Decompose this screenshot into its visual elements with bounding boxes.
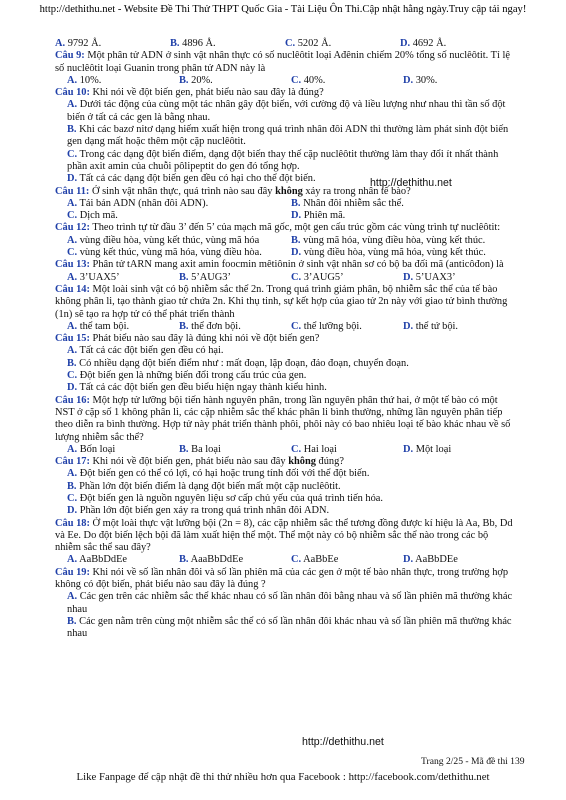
q12-option-d: D. vùng điều hòa, vùng mã hóa, vùng kết thúc.: [291, 247, 486, 259]
q9-option-c: C. 40%.: [291, 74, 326, 86]
q12-option-a: A. vùng điều hòa, vùng kết thúc, vùng mã hóa: [67, 234, 260, 246]
q10-option-d: D. Tất cả các dạng đột biến gen đều có hại cho thể đột biến.: [67, 173, 316, 185]
document-content: [55, 38, 515, 641]
q15-option-d: D. Tất cả các đột biến gen đều biểu hiện ngay thành kiểu hình.: [67, 382, 327, 394]
q8-option-b: B. 4896 Å.: [170, 38, 216, 49]
q11-options-row1: [55, 198, 515, 210]
q10-option-b: B. Khi các bazơ nitơ dạng hiếm xuất hiện trong quá trình nhân đôi ADN thì thường làm phát sinh đột biến gen dạng mất hoặc thêm một cặp nuclêôtit.: [67, 124, 509, 148]
q8-option-d: D. 4692 Å.: [400, 38, 447, 49]
q18-option-c: C. AaBbEe: [291, 554, 339, 566]
q16-option-c: C. Hai loại: [291, 443, 337, 455]
q16-option-a: A. Bốn loại: [67, 443, 116, 455]
question-14: Câu 14: Một loài sinh vật có bộ nhiễm sắc thể 2n. Trong quá trình giảm phân, bộ nhiễm sắc thể của tế bào không phân li, tạo thành giao tử chứa 2n. Khi thụ tinh, sự kết hợp của giao tử 2n này với giao tử bình thường (1n) sẽ tạo ra hợp tử có thể phát triển thành: [55, 283, 508, 320]
q14-option-b: B. thể đơn bội.: [179, 320, 241, 332]
q16-option-b: B. Ba loại: [179, 443, 221, 455]
question-11: Câu 11: Ở sinh vật nhân thực, quá trình nào sau đây không xảy ra trong nhân tế bào?: [55, 185, 411, 197]
q17-option-c: C. Đột biến gen là nguồn nguyên liệu sơ cấp chủ yếu của quá trình tiến hóa.: [67, 492, 383, 504]
q13-options: [55, 272, 515, 284]
q13-option-a: A. 3’UAX5’: [67, 271, 120, 283]
question-15: Câu 15: Phát biểu nào sau đây là đúng khi nói về đột biến gen?: [55, 333, 320, 345]
question-18: Câu 18: Ở một loài thực vật lưỡng bội (2n = 8), các cặp nhiễm sắc thể tương đồng được kí hiệu là Aa, Bb, Dd và Ee. Do đột biến lệch bội đã làm xuất hiện thể một. Thể một này có bộ nhiễm sắc thể nào trong các bộ nhiễm sắc thể sau đây?: [55, 517, 513, 554]
q18-option-b: B. AaaBbDdEe: [179, 554, 244, 566]
q8-option-a: A. 9792 Å.: [55, 38, 102, 49]
q18-options: [55, 554, 515, 566]
page-number: Trang 2/25 - Mã đề thi 139: [421, 756, 525, 767]
question-17: Câu 17: Khi nói về đột biến gen, phát biểu nào sau đây không đúng?: [55, 456, 344, 468]
q14-options: [55, 321, 515, 333]
q8-options: [55, 38, 515, 50]
q12-option-c: C. vùng kết thúc, vùng mã hóa, vùng điều hòa.: [67, 247, 262, 259]
watermark-link-bottom[interactable]: http://dethithu.net: [302, 736, 384, 748]
q11-option-b: B. Nhân đôi nhiễm sắc thể.: [291, 197, 404, 209]
question-19: Câu 19: Khi nói về số lần nhân đôi và số lần phiên mã của các gen ở một tế bào nhân thực, trong trường hợp không có đột biến, phát biểu nào sau đây là đúng ?: [55, 566, 509, 591]
q9-option-a: A. 10%.: [67, 74, 102, 86]
q17-option-d: D. Phần lớn đột biến gen xảy ra trong quá trình nhân đôi ADN.: [67, 505, 330, 517]
q16-options: [55, 444, 515, 456]
q17-option-b: B. Phần lớn đột biến điểm là dạng đột biến mất một cặp nuclêôtit.: [67, 480, 341, 492]
q8-option-c: C. 5202 Å.: [285, 38, 332, 49]
q19-option-a: A. Các gen trên các nhiễm sắc thể khác nhau có số lần nhân đôi bằng nhau và số lần phiên mã thường khác nhau: [67, 591, 513, 615]
q11-option-c: C. Dịch mã.: [67, 210, 118, 222]
page-header: http://dethithu.net - Website Đề Thi Thử THPT Quốc Gia - Tài Liệu Ôn Thi.Cập nhật hằng ngày.Truy cập tải ngay!: [39, 4, 527, 15]
question-13: Câu 13: Phân tử tARN mang axit amin foocmin mêtiônin ở sinh vật nhân sơ có bộ ba đối mã (anticôđon) là: [55, 259, 504, 271]
q12-options-row2: [55, 247, 515, 259]
q15-option-b: B. Có nhiều dạng đột biến điểm như : mất đoạn, lặp đoạn, đảo đoạn, chuyển đoạn.: [67, 357, 409, 369]
q13-option-b: B. 5’AUG3’: [179, 271, 231, 283]
q11-option-a: A. Tái bản ADN (nhân đôi ADN).: [67, 197, 209, 209]
question-10: Câu 10: Khi nói về đột biến gen, phát biểu nào sau đây là đúng?: [55, 87, 324, 99]
question-9: Câu 9: Một phân tử ADN ở sinh vật nhân thực có số nuclêôtit loại Ađênin chiếm 20% tổng số nuclêôtit. Tỉ lệ số nuclêôtit loại Guanin trong phân tử ADN này là: [55, 50, 510, 74]
q9-option-b: B. 20%.: [179, 74, 213, 86]
q9-option-d: D. 30%.: [403, 74, 438, 86]
q14-option-c: C. thể lưỡng bội.: [291, 320, 362, 332]
question-12: Câu 12: Theo trình tự từ đầu 3’ đến 5’ của mạch mã gốc, một gen cấu trúc gồm các vùng trình tự nuclêôtit:: [55, 222, 501, 234]
q14-option-d: D. thể tứ bội.: [403, 320, 459, 332]
q10-option-a: A. Dưới tác động của cùng một tác nhân gây đột biến, với cường độ và liều lượng như nhau thì tần số đột biến ở tất cả các gen là bằng nhau.: [67, 99, 506, 123]
q18-option-a: A. AaBbDdEe: [67, 554, 128, 566]
q13-option-d: D. 5’UAX3’: [403, 271, 456, 283]
q19-option-b: B. Các gen nằm trên cùng một nhiễm sắc thể có số lần nhân đôi khác nhau và số lần phiên mã thường khác nhau: [67, 615, 512, 640]
q13-option-c: C. 3’AUG5’: [291, 271, 344, 283]
q12-option-b: B. vùng mã hóa, vùng điều hòa, vùng kết thúc.: [291, 234, 486, 246]
q11-option-d: D. Phiên mã.: [291, 210, 346, 222]
question-16: Câu 16: Một hợp tử lưỡng bội tiến hành nguyên phân, trong lần nguyên phân thứ hai, ở một tế bào có một NST ở cặp số 1 không phân li, các cặp nhiễm sắc thể khác phân li bình thường, những lần nguyên phân tiếp theo diễn ra bình thường. Hợp tử này phát triển thành phôi, phôi này có bao nhiêu loại tế bào khác nhau về số lượng nhiễm sắc thể?: [55, 394, 511, 443]
q15-option-c: C. Đột biến gen là những biến đổi trong cấu trúc của gen.: [67, 370, 307, 382]
page-footer: Like Fanpage để cập nhật đề thi thử nhiều hơn qua Facebook : http://facebook.com/dethithu.net: [76, 771, 490, 783]
q10-option-c: C. Trong các dạng đột biến điểm, dạng đột biến thay thế cặp nuclêôtit thường làm thay đổi ít nhất thành phần axit amin của chuỗi pôlipeptit do gen đó tổng hợp.: [67, 148, 499, 172]
q11-options-row2: [55, 210, 515, 222]
q12-options-row1: [55, 235, 515, 247]
q15-option-a: A. Tất cả các đột biến gen đều có hại.: [67, 345, 224, 357]
q18-option-d: D. AaBbDEe: [403, 554, 458, 566]
watermark-link[interactable]: http://dethithu.net: [370, 177, 452, 189]
q9-options: [55, 75, 515, 87]
q17-option-a: A. Đột biến gen có thể có lợi, có hại hoặc trung tính đối với thể đột biến.: [67, 468, 370, 480]
q16-option-d: D. Một loại: [403, 443, 452, 455]
q14-option-a: A. thể tam bội.: [67, 320, 130, 332]
